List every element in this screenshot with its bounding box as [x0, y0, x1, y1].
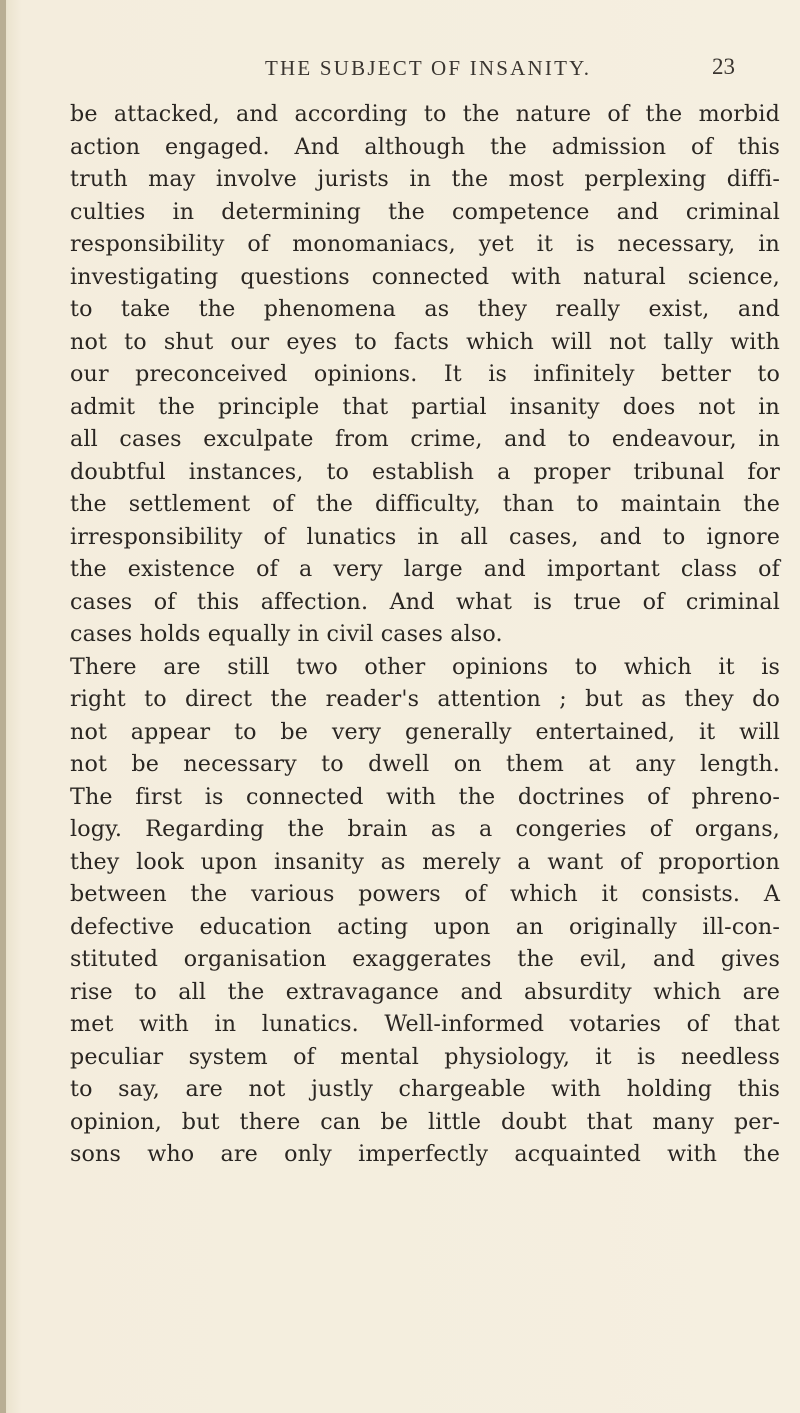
- text-line: culties in determining the competence and criminal: [70, 198, 780, 225]
- text-line: truth may involve jurists in the most perplexing diffi-: [70, 166, 780, 192]
- running-head: [0, 56, 800, 86]
- text-line: our preconceived opinions. It is infinitely better to: [70, 361, 780, 387]
- text-line: action engaged. And although the admission of this: [70, 133, 780, 160]
- text-line: not be necessary to dwell on them at any length.: [70, 751, 780, 777]
- text-line: the existence of a very large and important class of: [70, 556, 780, 582]
- text-line: stituted organisation exaggerates the evil, and gives: [70, 946, 780, 972]
- text-line: cases holds equally in civil cases also.: [70, 621, 503, 647]
- text-line: investigating questions connected with natural science,: [70, 263, 780, 290]
- text-line: peculiar system of mental physiology, it is needless: [70, 1043, 780, 1070]
- text-line: doubtful instances, to establish a proper tribunal for: [70, 458, 780, 485]
- text-line: opinion, but there can be little doubt that many per-: [70, 1108, 780, 1135]
- text-line: between the various powers of which it consists. A: [70, 881, 780, 907]
- page-gutter-edge: [0, 0, 6, 1413]
- text-line: not appear to be very generally entertained, it will: [70, 718, 780, 745]
- text-line: to take the phenomena as they really exist, and: [70, 296, 780, 322]
- page-number: 23: [712, 54, 735, 79]
- text-line: to say, are not justly chargeable with holding this: [70, 1076, 780, 1102]
- text-line: responsibility of monomaniacs, yet it is necessary, in: [70, 231, 780, 257]
- running-head-title: THE SUBJECT OF INSANITY.: [265, 56, 592, 80]
- text-line: all cases exculpate from crime, and to endeavour, in: [70, 426, 780, 452]
- text-line: logy. Regarding the brain as a congeries of organs,: [70, 816, 780, 842]
- text-line: rise to all the extravagance and absurdity which are: [70, 978, 780, 1005]
- text-line: the settlement of the difficulty, than to maintain the: [70, 491, 780, 517]
- text-line: be attacked, and according to the nature of the morbid: [70, 101, 780, 127]
- text-line: not to shut our eyes to facts which will not tally with: [70, 328, 780, 355]
- text-line: cases of this affection. And what is true of criminal: [70, 588, 780, 615]
- text-line: they look upon insanity as merely a want of proportion: [70, 848, 780, 875]
- text-line: right to direct the reader's attention ; but as they do: [70, 686, 780, 712]
- text-line: The first is connected with the doctrines of phreno-: [70, 783, 780, 810]
- text-line: sons who are only imperfectly acquainted with the: [70, 1141, 780, 1167]
- text-line: admit the principle that partial insanity does not in: [70, 393, 780, 420]
- text-line: There are still two other opinions to which it is: [70, 653, 780, 680]
- body-text: [70, 98, 780, 1171]
- text-line: met with in lunatics. Well-informed votaries of that: [70, 1011, 780, 1037]
- text-line: irresponsibility of lunatics in all cases, and to ignore: [70, 523, 780, 550]
- text-line: defective education acting upon an originally ill-con-: [70, 913, 780, 940]
